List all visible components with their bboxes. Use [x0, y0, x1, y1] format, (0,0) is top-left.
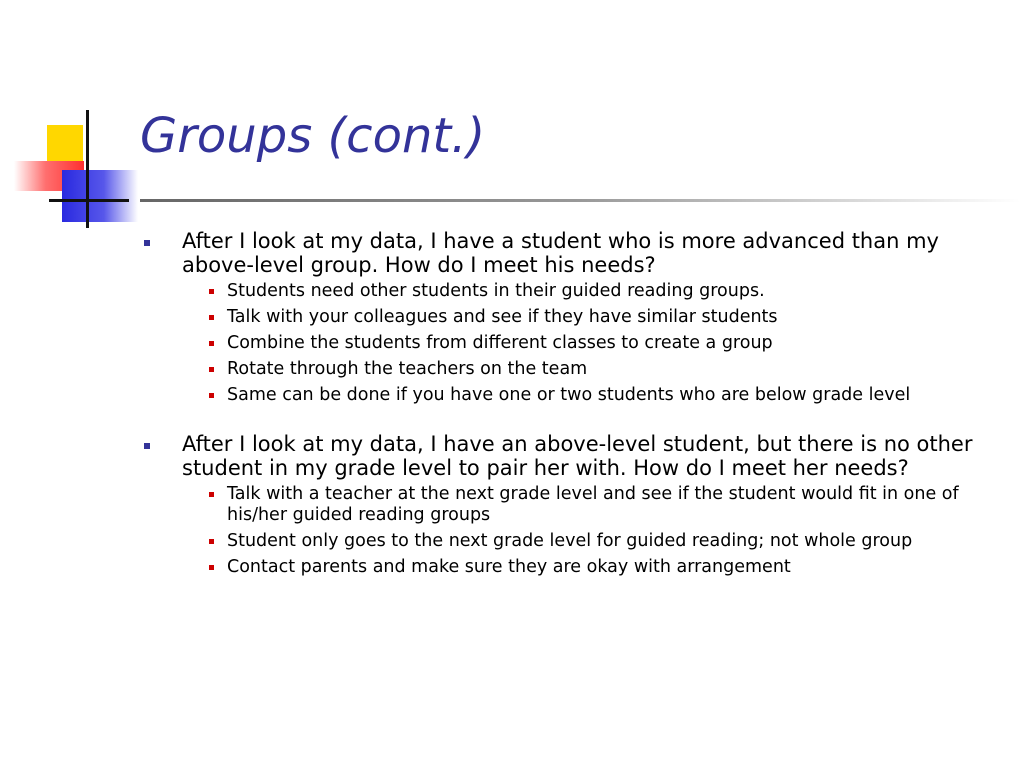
bullet-point — [142, 432, 1002, 578]
sub-bullet-text: Student only goes to the next grade level for guided reading; not whole group — [227, 531, 913, 551]
square-bullet-icon — [209, 492, 214, 497]
sub-bullet-item — [182, 484, 1002, 526]
sub-bullet-list — [182, 281, 1002, 406]
square-bullet-icon — [144, 240, 150, 246]
sub-bullet-item — [182, 281, 1002, 302]
sub-bullet-item — [182, 531, 1002, 552]
sub-bullet-item — [182, 307, 1002, 328]
slide-title: Groups (cont.) — [140, 108, 486, 164]
sub-bullet-text: Same can be done if you have one or two students who are below grade level — [227, 385, 911, 405]
square-bullet-icon — [209, 367, 214, 372]
bullet-point — [142, 229, 1002, 406]
sub-bullet-item — [182, 557, 1002, 578]
square-bullet-icon — [209, 315, 214, 320]
slide-content — [142, 229, 1002, 604]
square-bullet-icon — [209, 565, 214, 570]
sub-bullet-item — [182, 359, 1002, 380]
logo-horizontal-line — [49, 199, 129, 202]
sub-bullet-text: Talk with your colleagues and see if they have similar students — [227, 307, 778, 327]
square-bullet-icon — [209, 393, 214, 398]
sub-bullet-text: Talk with a teacher at the next grade level and see if the student would fit in one of his/her guided reading groups — [227, 484, 959, 525]
square-bullet-icon — [144, 443, 150, 449]
bullet-text: After I look at my data, I have a student who is more advanced than my above-level group. How do I meet his needs? — [182, 229, 939, 277]
square-bullet-icon — [209, 539, 214, 544]
square-bullet-icon — [209, 289, 214, 294]
sub-bullet-text: Rotate through the teachers on the team — [227, 359, 588, 379]
sub-bullet-list — [182, 484, 1002, 578]
sub-bullet-text: Combine the students from different classes to create a group — [227, 333, 773, 353]
logo-blue-square — [62, 170, 138, 222]
square-bullet-icon — [209, 341, 214, 346]
sub-bullet-item — [182, 333, 1002, 354]
title-underline — [140, 199, 1020, 202]
bullet-text: After I look at my data, I have an above-level student, but there is no other student in my grade level to pair her with. How do I meet her needs? — [182, 432, 973, 480]
sub-bullet-text: Students need other students in their guided reading groups. — [227, 281, 765, 301]
logo-vertical-line — [86, 110, 89, 228]
sub-bullet-item — [182, 385, 1002, 406]
sub-bullet-text: Contact parents and make sure they are okay with arrangement — [227, 557, 791, 577]
